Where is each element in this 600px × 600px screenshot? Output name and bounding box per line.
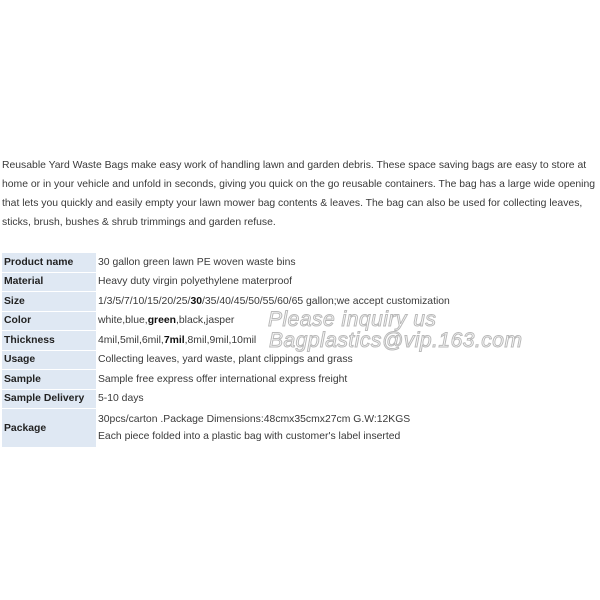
spec-row-package — [2, 409, 522, 448]
thickness-text-post: ,8mil,9mil,10mil — [184, 334, 257, 346]
product-description: Reusable Yard Waste Bags make easy work of handling lawn and garden debris. These space saving bags are easy to store at home or in your vehicle and unfold in seconds, giving you quick on the go reusable containers. The bag has a large wide opening that lets you quickly and easily empty your lawn mower bag contents & leaves. The bag can also be used for collecting leaves, sticks, brush, bushes & shrub trimmings and garden refuse. — [2, 160, 596, 228]
size-text-post: /35/40/45/50/55/60/65 gallon;we accept customization — [202, 295, 450, 307]
spec-row-color — [2, 311, 522, 331]
thickness-text-pre: 4mil,5mil,6mil, — [98, 334, 164, 346]
spec-table — [2, 253, 522, 448]
spec-value — [96, 311, 522, 331]
spec-row-material — [2, 272, 522, 292]
spec-row-usage — [2, 350, 522, 370]
spec-label: Material — [2, 272, 96, 292]
spec-row-sample-delivery — [2, 389, 522, 409]
spec-label: Product name — [2, 253, 96, 272]
spec-value: Sample free express offer international express freight — [98, 373, 348, 385]
watermark-email: Bagplastics@vip.163.com — [269, 329, 523, 352]
spec-label: Usage — [2, 350, 96, 370]
color-text-post: ,black,jasper — [175, 315, 235, 327]
spec-value — [96, 409, 522, 448]
spec-value — [96, 292, 522, 312]
size-text-pre: 1/3/5/7/10/15/20/25/ — [98, 295, 191, 307]
color-highlight: green — [147, 315, 176, 327]
spec-label: Sample — [2, 370, 96, 390]
spec-label: Package — [2, 409, 96, 448]
spec-label: Color — [2, 311, 96, 331]
package-line-2: Each piece folded into a plastic bag with customer's label inserted — [98, 431, 401, 442]
spec-label: Sample Delivery — [2, 389, 96, 409]
spec-row-sample — [2, 370, 522, 390]
package-line-1: 30pcs/carton .Package Dimensions:48cmx35cmx27cm G.W:12KGS — [98, 414, 411, 425]
spec-value: 5-10 days — [98, 393, 144, 405]
spec-row-thickness — [2, 331, 522, 351]
spec-row-size — [2, 292, 522, 312]
size-highlight: 30 — [190, 295, 203, 307]
spec-row-product-name — [2, 253, 522, 272]
watermark-inquiry: Please inquiry us — [268, 308, 437, 331]
spec-value — [96, 331, 522, 351]
spec-value: Collecting leaves, yard waste, plant clippings and grass — [98, 354, 353, 366]
spec-value: Heavy duty virgin polyethylene materproof — [98, 276, 293, 288]
spec-value: 30 gallon green lawn PE woven waste bins — [98, 257, 296, 268]
spec-label: Thickness — [2, 331, 96, 351]
color-text-pre: white,blue, — [98, 315, 148, 327]
spec-label: Size — [2, 292, 96, 312]
thickness-highlight: 7mil — [163, 334, 185, 346]
